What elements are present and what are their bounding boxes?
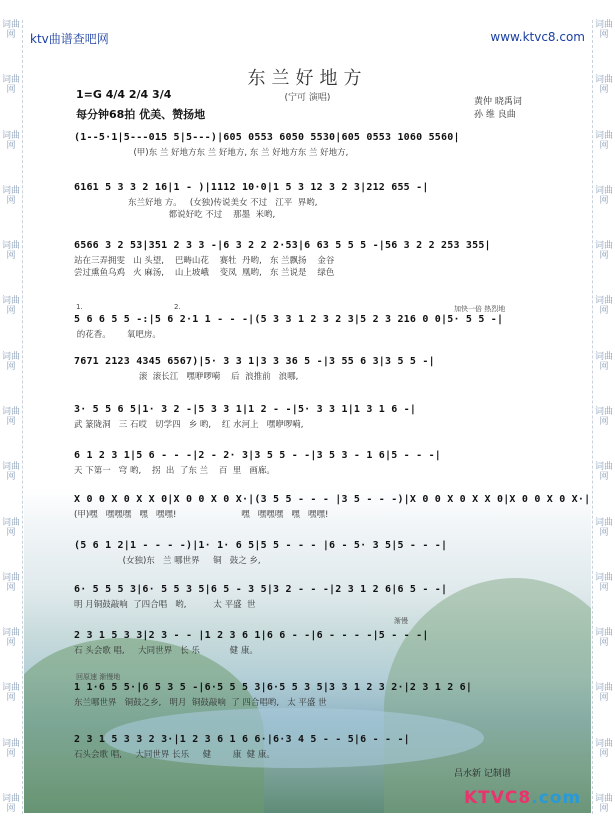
- watermark-text: 词曲网: [594, 517, 613, 538]
- lyrics-line: 石头会歌 唱, 大同世界 长乐 健 康 健 康。: [74, 750, 275, 760]
- watermark-text: 词曲网: [594, 241, 613, 262]
- watermark-text: 词曲网: [1, 241, 20, 262]
- notation-line: (5 6 1 2|1 - - - -)|1· 1· 6 5|5 5 - - - |6 - 5· 3 5|5 - - -|: [74, 540, 448, 551]
- side-watermark-left: [0, 20, 23, 814]
- site-url-link[interactable]: www.ktvc8.com: [490, 30, 585, 44]
- lyrics-line: 站在三弄拥雯 山 头望, 巴畴山花 赛牡 丹哟, 东 兰飘扬 金谷 尝过熏鱼乌鸡 火 麻汤, 山上坡峨 变凤 凰哟, 东 兰说是 绿色: [74, 256, 335, 278]
- author-credits: [474, 96, 522, 122]
- tempo-change-mark: 加快一倍 热烈地: [454, 305, 506, 313]
- notation-line: 5 6 6 5 5 -:|5 6 2·1 1 - - -|(5 3 3 1 2 3 2 3|5 2 3 216 0 0|5· 5 5 -|: [74, 314, 504, 325]
- notation-line: 6· 5 5 5 3|6· 5 5 3 5|6 5 - 3 5|3 2 - - -|2 3 1 2 6|6 5 - -|: [74, 584, 448, 595]
- song-title: 东兰好地方: [247, 68, 368, 89]
- score-row: [74, 682, 579, 708]
- watermark-text: 词曲网: [594, 296, 613, 317]
- section-mark-2: 2.: [174, 303, 181, 311]
- notation-line: 7671 2123 4345 6567)|5· 3 3 1|3 3 36 5 -|3 55 6 3|3 5 5 -|: [74, 356, 435, 367]
- watermark-text: 词曲网: [594, 20, 613, 40]
- key-signature: 1=G 4/4 2/4 3/4: [76, 88, 172, 101]
- watermark-text: 词曲网: [594, 683, 613, 704]
- watermark-text: 词曲网: [594, 130, 613, 151]
- watermark-text: 词曲网: [1, 462, 20, 483]
- logo-suffix-text: .com: [531, 788, 582, 808]
- watermark-text: 词曲网: [1, 572, 20, 593]
- watermark-text: 词曲网: [594, 628, 613, 649]
- score-row: [74, 584, 579, 610]
- watermark-text: 词曲网: [1, 793, 20, 814]
- watermark-text: 词曲网: [594, 462, 613, 483]
- watermark-text: 词曲网: [594, 572, 613, 593]
- lyrics-line: (甲)东 兰 好地方东 兰 好地方, 东 兰 好地方东 兰 好地方,: [74, 148, 349, 158]
- ktvc8-logo: [464, 788, 581, 808]
- watermark-text: 词曲网: [594, 75, 613, 96]
- watermark-text: 词曲网: [1, 351, 20, 372]
- lyrics-line: 的花香。 氧吧房。: [74, 330, 161, 340]
- site-name-link[interactable]: ktv曲谱查吧网: [30, 32, 109, 46]
- singer-credit: (宁可 演唱): [284, 93, 331, 103]
- lyrics-line: 东兰好地 方。 (女独)传说美女 不过 江平 界哟, 都说好吃 不过 那墨 米哟,: [128, 198, 318, 220]
- watermark-text: 词曲网: [1, 130, 20, 151]
- score-row: [74, 450, 579, 476]
- score-sheet: [24, 18, 591, 813]
- lyrics-line: 天 下第一 穹 哟, 拐 出 了东 兰 百 里 画廊。: [74, 466, 275, 476]
- watermark-text: 词曲网: [594, 406, 613, 427]
- lyricist-credit: 黄仲 晓禹词: [474, 97, 522, 107]
- notation-line: 2 3 1 5 3 3|2 3 - - |1 2 3 6 1|6 6 - -|6 - - - -|5 - - -|: [74, 630, 429, 641]
- watermark-text: 词曲网: [594, 738, 613, 759]
- watermark-text: 词曲网: [1, 628, 20, 649]
- tempo-marking: 每分钟68拍 优美、赞扬地: [76, 108, 206, 121]
- watermark-text: 词曲网: [1, 406, 20, 427]
- notation-line: 1 1·6 5 5·|6 5 3 5 -|6·5 5 5 3|6·5 5 3 5|3 3 1 2 3 2·|2 3 1 2 6|: [74, 682, 473, 693]
- slow-mark: 渐慢: [394, 617, 408, 625]
- side-watermark-right: [592, 20, 615, 814]
- transcriber-credit: 吕水新 记制谱: [454, 769, 511, 779]
- watermark-text: 词曲网: [1, 296, 20, 317]
- score-row: [74, 240, 579, 278]
- notation-line: X 0 0 X 0 X X 0|X 0 0 X 0 X·|(3 5 5 - - - |3 5 - - -)|X 0 0 X 0 X X 0|X 0 0 X 0 X·|: [74, 494, 591, 505]
- notation-line: 6161 5 3 3 2 16|1 - )|1112 10·0|1 5 3 12 3 2 3|212 655 -|: [74, 182, 429, 193]
- watermark-text: 词曲网: [594, 351, 613, 372]
- lyrics-line: (甲)嘿 嘿嘿嘿 嘿 嘿嘿! 嘿 嘿嘿嘿 嘿 嘿嘿!: [74, 510, 329, 520]
- lyrics-line: 明 月铜鼓敲响 了四合唱 哟, 太 平盛 世: [74, 600, 256, 610]
- logo-main-text: KTVC8: [464, 788, 532, 808]
- composer-credit: 孙 维 良曲: [474, 110, 516, 120]
- score-row: [74, 734, 579, 760]
- watermark-text: 词曲网: [594, 185, 613, 206]
- notation-line: 6 1 2 3 1|5 6 - - -|2 - 2· 3|3 5 5 - -|3 5 3 - 1 6|5 - - -|: [74, 450, 442, 461]
- watermark-text: 词曲网: [1, 683, 20, 704]
- watermark-text: 词曲网: [1, 75, 20, 96]
- lyrics-line: 石 头会歌 唱, 大同世界 长 乐 健 康。: [74, 646, 258, 656]
- a-tempo-mark: 回原速 渐慢地: [76, 673, 121, 681]
- score-row: [74, 540, 579, 566]
- lyrics-line: 东兰哪世界 铜鼓之乡, 明月 铜鼓敲响 了 四合唱哟, 太 平盛 世: [74, 698, 327, 708]
- score-row: [74, 182, 579, 220]
- notation-line: 6566 3 2 53|351 2 3 3 -|6 3 2 2 2·53|6 63 5 5 5 -|56 3 2 2 253 355|: [74, 240, 491, 251]
- score-row: [74, 356, 579, 382]
- lyrics-line: 武 篆陇洞 三 石哎 切学四 乡 哟, 红 水河上 嘿咿啰嗬,: [74, 420, 304, 430]
- lyrics-line: (女独)东 兰 哪世界 铜 鼓之 乡,: [74, 556, 261, 566]
- score-row: [74, 132, 579, 158]
- score-row: [74, 404, 579, 430]
- watermark-text: 词曲网: [594, 793, 613, 814]
- notation-line: (1--5·1|5---015 5|5---)|605 0553 6050 5530|605 0553 1060 5560|: [74, 132, 460, 143]
- score-row: [74, 314, 579, 340]
- watermark-text: 词曲网: [1, 185, 20, 206]
- notation-line: 2 3 1 5 3 3 2 3·|1 2 3 6 1 6 6·|6·3 4 5 - - 5|6 - - -|: [74, 734, 410, 745]
- score-row: [74, 630, 579, 656]
- watermark-text: 词曲网: [1, 738, 20, 759]
- watermark-text: 词曲网: [1, 20, 20, 40]
- score-row: [74, 494, 591, 520]
- notation-line: 3· 5 5 6 5|1· 3 2 -|5 3 3 1|1 2 - -|5· 3 3 1|1 3 1 6 -|: [74, 404, 417, 415]
- lyrics-line: 滚 滚长江 嘿咿啰嗬 后 浪推前 浪哪,: [74, 372, 299, 382]
- watermark-text: 词曲网: [1, 517, 20, 538]
- section-mark-1: 1.: [76, 303, 83, 311]
